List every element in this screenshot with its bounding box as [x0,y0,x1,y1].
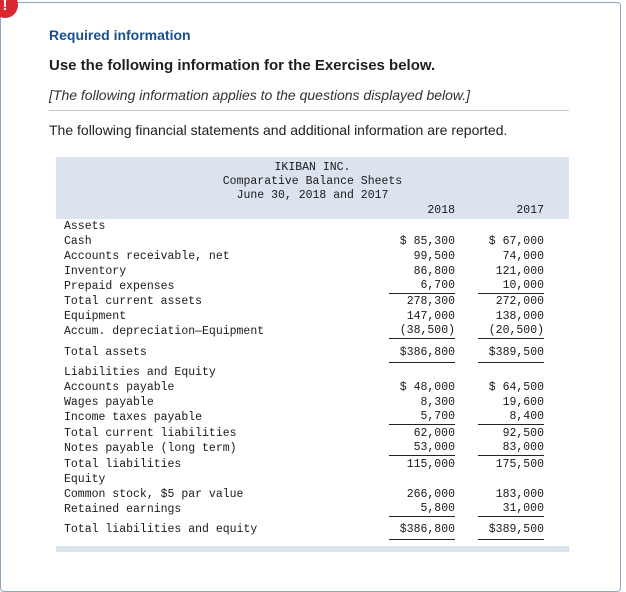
income-taxes-payable-2017: 8,400 [478,411,544,425]
accum-depreciation-2018: (38,500) [389,325,455,339]
row-label-inventory: Inventory [64,265,127,278]
row-label-total-liabilities-and-equity: Total liabilities and equity [64,523,258,536]
equipment-2018: 147,000 [406,310,455,323]
notes-payable-2018: 53,000 [389,442,455,456]
statement-date: June 30, 2018 and 2017 [236,189,389,202]
total-assets-2017-underline [478,362,544,363]
common-stock-2018: 266,000 [406,488,455,501]
row-label-retained-earnings: Retained earnings [64,503,182,516]
column-header-2018: 2018 [427,204,455,217]
total-current-liabilities-2018: 62,000 [413,427,455,440]
total-liabilities-and-equity-2017-underline [478,539,544,540]
exercise-instructions: Use the following information for the Exercises below. [49,57,436,74]
row-label-cash: Cash [64,235,92,248]
wages-payable-2017: 19,600 [502,396,544,409]
alert-icon: ! [0,0,18,18]
accum-depreciation-2017: (20,500) [478,325,544,339]
income-taxes-payable-2018: 5,700 [389,411,455,425]
row-label-accum-depreciation: Accum. depreciation—Equipment [64,325,265,338]
section-liabilities-and-equity: Liabilities and Equity [64,366,216,379]
row-label-total-current-liabilities: Total current liabilities [64,427,237,440]
inventory-2017: 121,000 [495,265,544,278]
wages-payable-2018: 8,300 [420,396,455,409]
accounts-receivable-2018: 99,500 [413,250,455,263]
row-label-total-assets: Total assets [64,346,147,359]
statement-footer-band [56,546,569,552]
statement-title: Comparative Balance Sheets [222,175,403,188]
cash-2017: $ 67,000 [488,235,544,248]
row-label-wages-payable: Wages payable [64,396,154,409]
row-label-total-current-assets: Total current assets [64,295,203,308]
row-label-notes-payable: Notes payable (long term) [64,442,237,455]
accounts-receivable-2017: 74,000 [502,250,544,263]
intro-text: The following financial statements and additional information are reported. [49,122,508,138]
section-assets: Assets [64,220,106,233]
row-label-total-liabilities: Total liabilities [64,458,182,471]
total-liabilities-and-equity-2018: $386,800 [399,523,455,536]
divider [49,110,569,111]
inventory-2018: 86,800 [413,265,455,278]
total-liabilities-2018: 115,000 [406,458,455,471]
total-current-liabilities-2017: 92,500 [502,427,544,440]
retained-earnings-2017: 31,000 [478,503,544,517]
company-name: IKIBAN INC. [274,161,351,174]
required-information-heading: Required information [49,27,191,43]
row-label-accounts-payable: Accounts payable [64,381,175,394]
total-assets-2017: $389,500 [488,346,544,359]
applies-note: [The following information applies to the questions displayed below.] [49,87,471,103]
section-equity: Equity [64,473,106,486]
total-current-assets-2018: 278,300 [406,295,455,308]
total-liabilities-and-equity-2017: $389,500 [488,523,544,536]
total-liabilities-and-equity-2018-underline [389,539,455,540]
row-label-accounts-receivable: Accounts receivable, net [64,250,230,263]
row-label-income-taxes-payable: Income taxes payable [64,411,203,424]
common-stock-2017: 183,000 [495,488,544,501]
column-header-2017: 2017 [516,204,544,217]
prepaid-expenses-2017: 10,000 [478,280,544,294]
total-assets-2018-underline [389,362,455,363]
row-label-common-stock: Common stock, $5 par value [64,488,244,501]
equipment-2017: 138,000 [495,310,544,323]
accounts-payable-2017: $ 64,500 [488,381,544,394]
total-liabilities-2017: 175,500 [495,458,544,471]
retained-earnings-2018: 5,800 [389,503,455,517]
total-current-assets-2017: 272,000 [495,295,544,308]
accounts-payable-2018: $ 48,000 [399,381,455,394]
prepaid-expenses-2018: 6,700 [389,280,455,294]
total-assets-2018: $386,800 [399,346,455,359]
row-label-equipment: Equipment [64,310,127,323]
cash-2018: $ 85,300 [399,235,455,248]
notes-payable-2017: 83,000 [478,442,544,456]
row-label-prepaid-expenses: Prepaid expenses [64,280,175,293]
